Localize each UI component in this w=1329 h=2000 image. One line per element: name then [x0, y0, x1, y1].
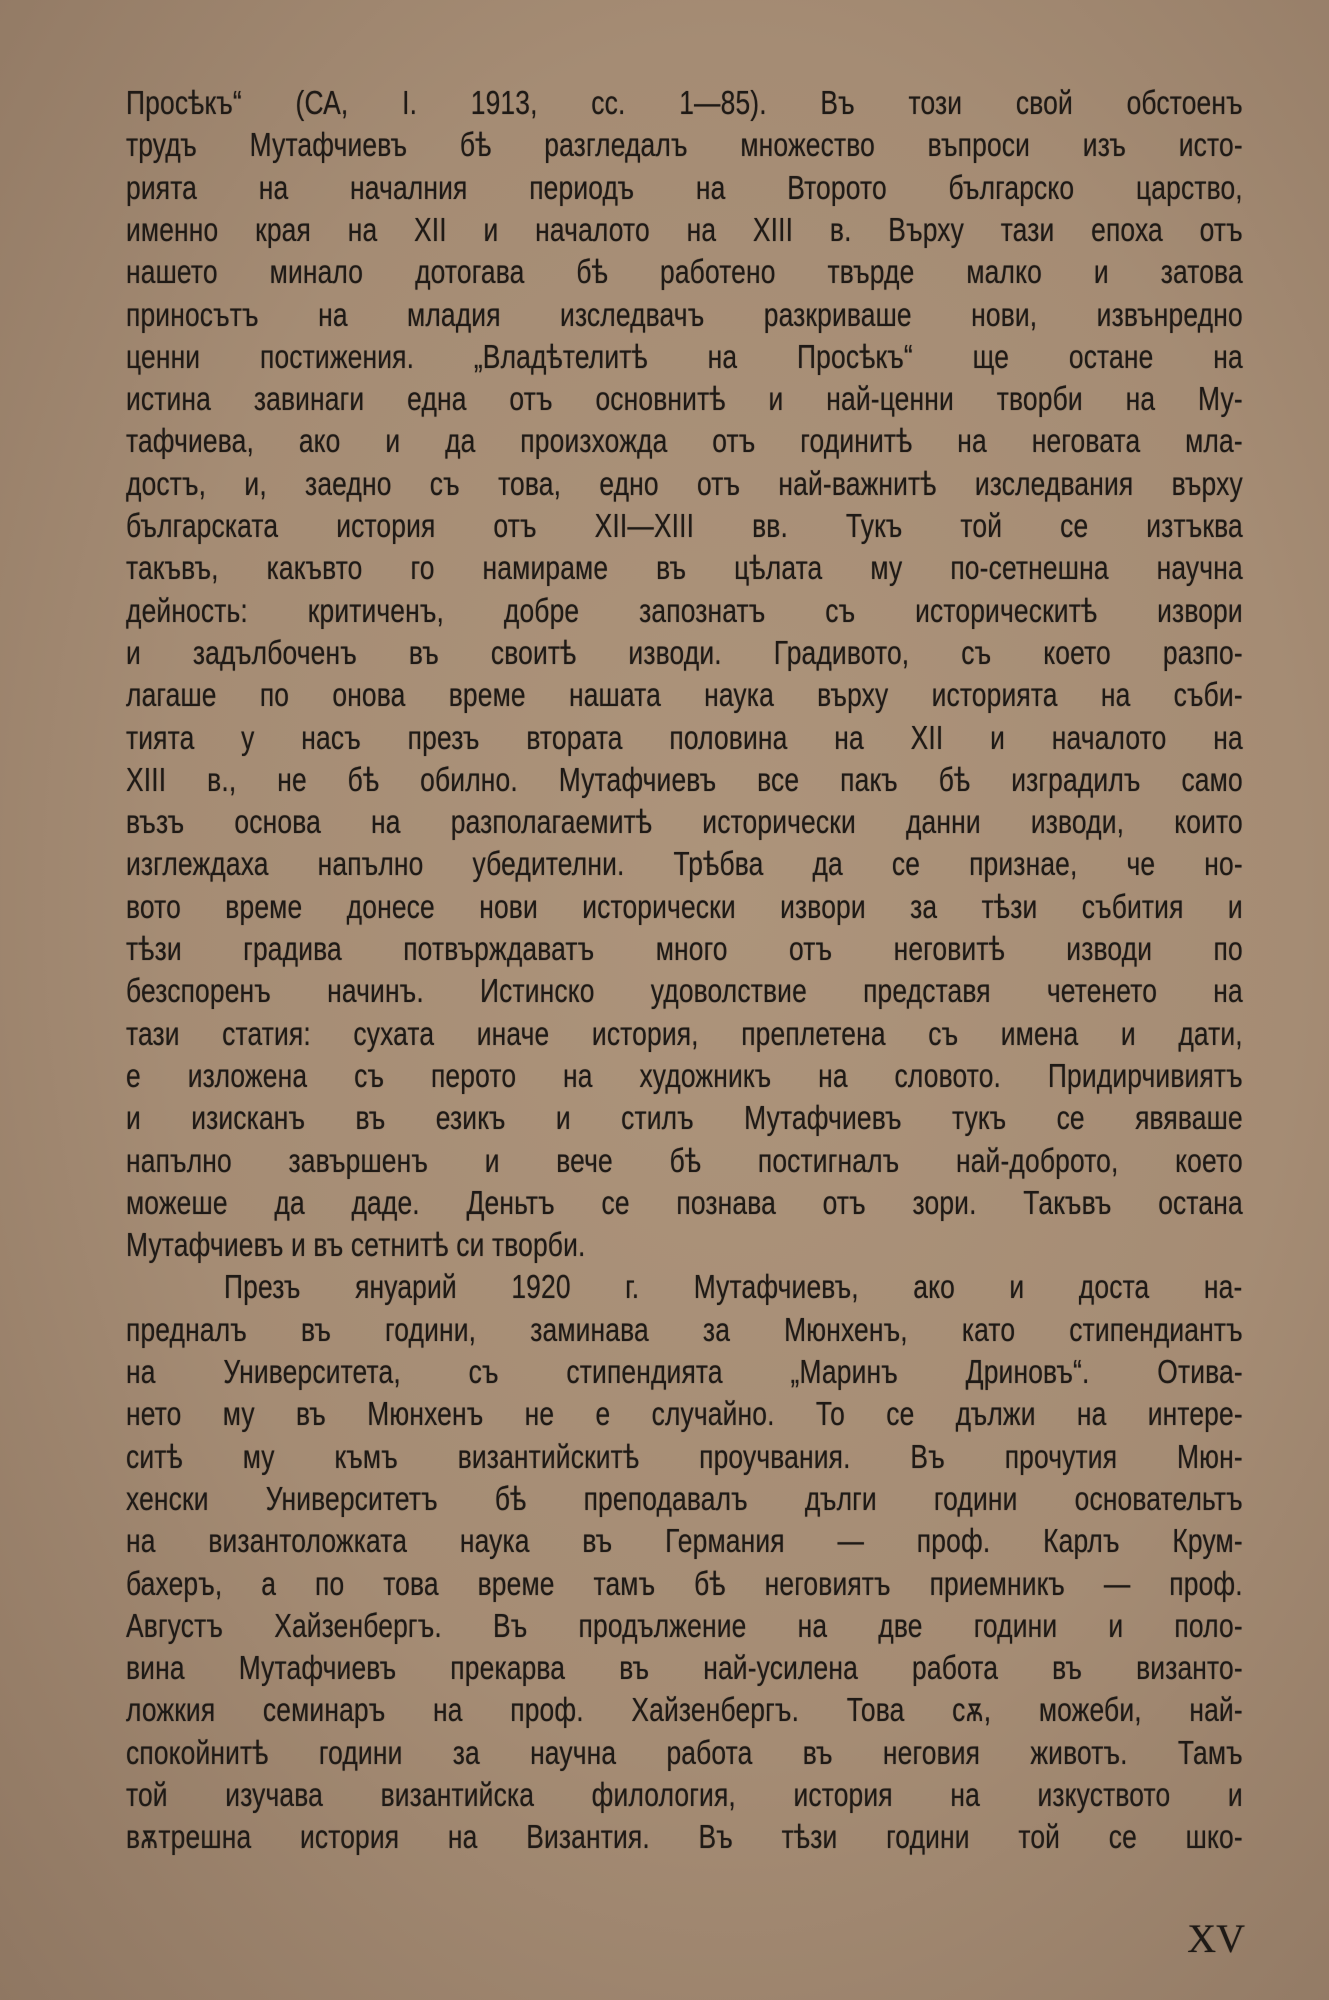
text-line: такъвъ, какъвто го намираме въ цѣлата му по-сетнешна научна: [126, 549, 1243, 587]
text-line: Августъ Хайзенбергъ. Въ продължение на две години и поло-: [126, 1606, 1243, 1644]
text-line: тази статия: сухата иначе история, преплетена съ имена и дати,: [126, 1014, 1243, 1052]
text-line: истина завинаги една отъ основнитѣ и най-ценни творби на Му-: [126, 380, 1243, 418]
text-line: бахеръ, а по това време тамъ бѣ неговиятъ приемникъ — проф.: [126, 1564, 1243, 1602]
text-line: ситѣ му къмъ византийскитѣ проучвания. Въ прочутия Мюн-: [126, 1437, 1243, 1475]
text-line: българската история отъ XII—XIII вв. Тукъ той се изтъква: [126, 507, 1243, 544]
text-line: ценни постижения. „Владѣтелитѣ на Просѣкъ“ ще остане на: [126, 337, 1243, 375]
text-line: той изучава византийска филология, история на изкуството и: [126, 1776, 1243, 1813]
page-number: XV: [1187, 1916, 1245, 1961]
text-line: дейность: критиченъ, добре запознатъ съ историческитѣ извори: [126, 591, 1243, 629]
text-line: Просѣкъ“ (СА, I. 1913, сс. 1—85). Въ този свой обстоенъ: [126, 84, 1243, 121]
text-line: на византоложката наука въ Германия — проф. Карлъ Крум-: [126, 1522, 1243, 1560]
text-line: нашето минало дотогава бѣ работено твърде малко и затова: [126, 253, 1243, 291]
text-line: достъ, и, заедно съ това, едно отъ най-важнитѣ изследвания върху: [126, 464, 1243, 502]
text-line: рията на началния периодъ на Второто българско царство,: [126, 168, 1243, 206]
text-line: нето му въ Мюнхенъ не е случайно. То се дължи на интере-: [126, 1395, 1243, 1433]
text-line: и задълбоченъ въ своитѣ изводи. Градивото, съ което разпо-: [126, 633, 1243, 671]
text-line: тията у насъ презъ втората половина на XII и началото на: [126, 718, 1243, 756]
text-line: ложкия семинаръ на проф. Хайзенбергъ. Това сѫ, можеби, най-: [126, 1691, 1243, 1729]
text-line: XIII в., не бѣ обилно. Мутафчиевъ все пакъ бѣ изградилъ само: [126, 760, 1243, 798]
text-line: и изисканъ въ езикъ и стилъ Мутафчиевъ тукъ се явяваше: [126, 1099, 1243, 1137]
text-line: е изложена съ перото на художникъ на словото. Придирчивиятъ: [126, 1056, 1243, 1094]
text-line: хенски Университетъ бѣ преподавалъ дълги години основательтъ: [126, 1479, 1243, 1517]
text-line: можеше да даде. Деньтъ се познава отъ зори. Такъвъ остана: [126, 1183, 1243, 1221]
text-line: именно края на XII и началото на XIII в. Върху тази епоха отъ: [126, 210, 1243, 248]
text-line: Презъ януарий 1920 г. Мутафчиевъ, ако и доста на-: [224, 1268, 1243, 1306]
text-line: тафчиева, ако и да произхожда отъ годинитѣ на неговата мла-: [126, 422, 1243, 460]
text-line: лагаше по онова време нашата наука върху историята на съби-: [126, 676, 1243, 714]
text-line: възъ основа на разполагаемитѣ исторически данни изводи, които: [126, 803, 1243, 841]
text-line: приносътъ на младия изследвачъ разкриваше нови, извънредно: [126, 295, 1243, 333]
text-line: на Университета, съ стипендията „Маринъ Дриновъ“. Отива-: [126, 1353, 1243, 1390]
text-line: трудъ Мутафчиевъ бѣ разгледалъ множество въпроси изъ исто-: [126, 126, 1243, 164]
text-line: вина Мутафчиевъ прекарва въ най-усилена работа въ византо-: [126, 1649, 1243, 1687]
text-line: спокойнитѣ години за научна работа въ неговия животъ. Тамъ: [126, 1733, 1243, 1771]
text-line: предналъ въ години, заминава за Мюнхенъ, като стипендиантъ: [126, 1310, 1243, 1348]
text-line: вѫтрешна история на Византия. Въ тѣзи години той се шко-: [126, 1818, 1243, 1856]
text-line: напълно завършенъ и вече бѣ постигналъ най-доброто, което: [126, 1141, 1243, 1179]
text-line: вото време донесе нови исторически извори за тѣзи събития и: [126, 887, 1243, 925]
text-line: изглеждаха напълно убедителни. Трѣбва да се признае, че но-: [126, 845, 1243, 883]
text-line: тѣзи градива потвърждаватъ много отъ неговитѣ изводи по: [126, 930, 1243, 967]
text-line: безспоренъ начинъ. Истинско удоволствие представя четенето на: [126, 972, 1243, 1010]
text-line: Мутафчиевъ и въ сетнитѣ си творби.: [126, 1226, 586, 1264]
